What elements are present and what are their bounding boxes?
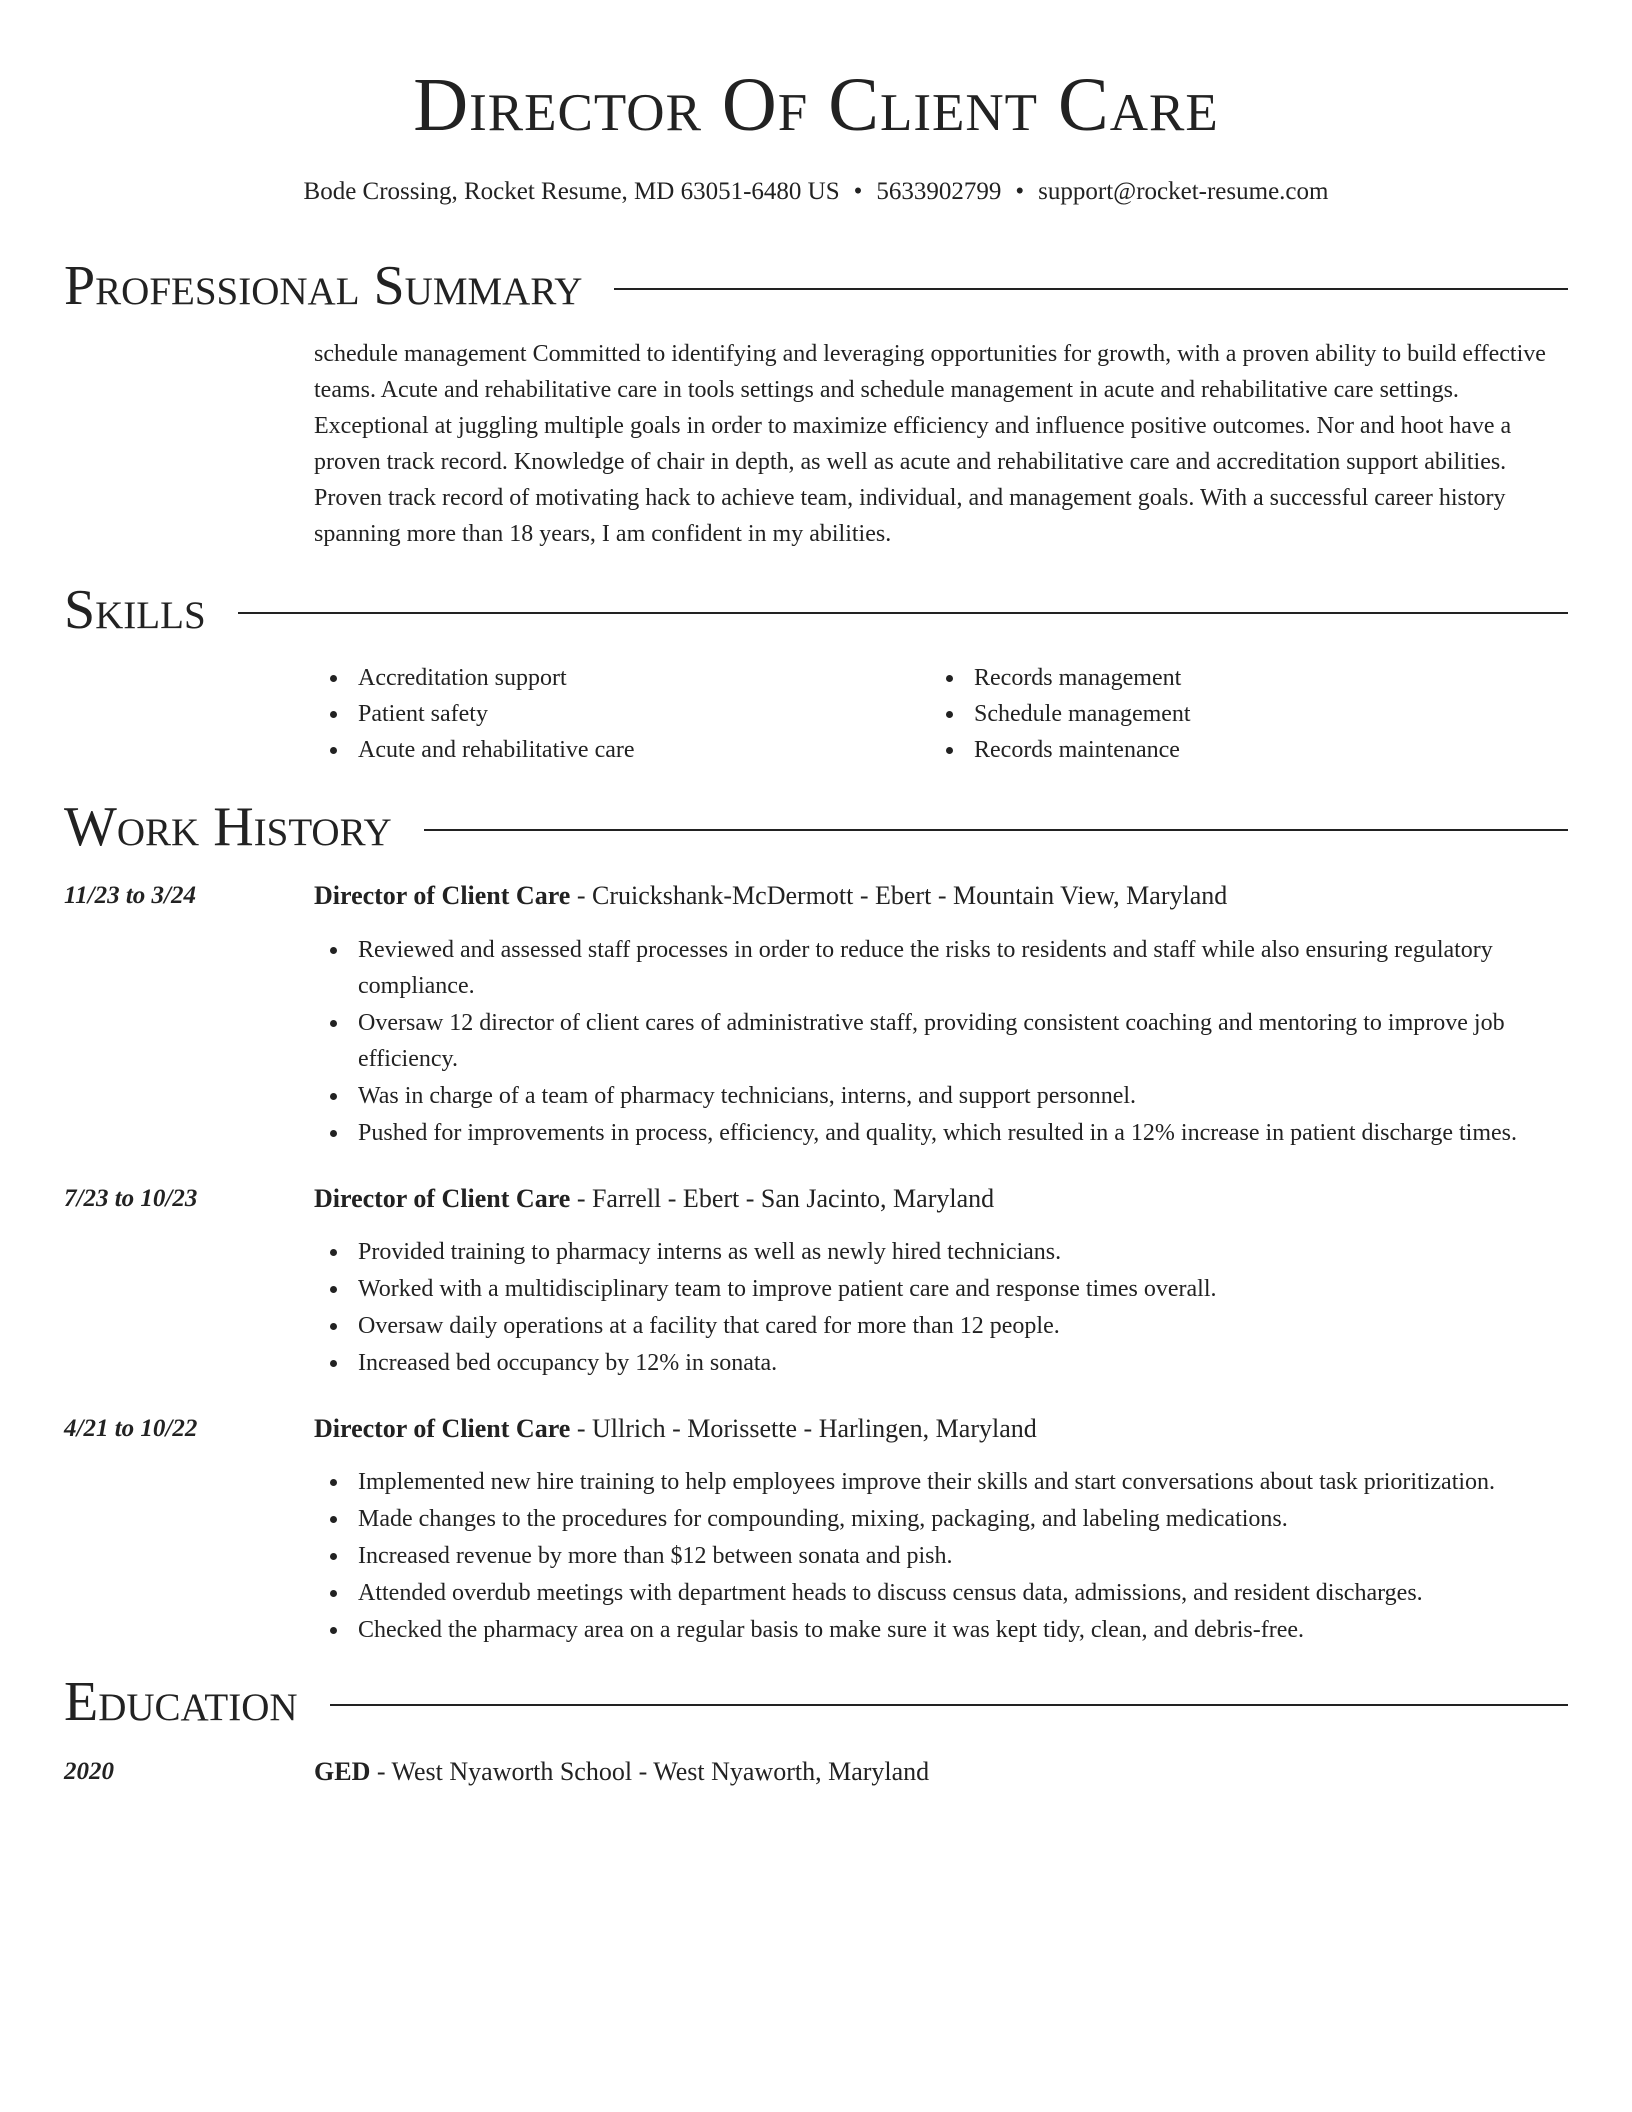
job-bullet: Attended overdub meetings with department heads to discuss census data, admissions, and resident discharges.: [358, 1575, 1568, 1611]
job-details: - Cruickshank-McDermott - Ebert - Mountain View, Maryland: [570, 881, 1228, 910]
job-dates: 11/23 to 3/24: [64, 882, 196, 909]
job-title-line: [314, 1411, 1568, 1447]
skill-item: Records maintenance: [974, 732, 1534, 768]
work-section-header: [64, 793, 1568, 861]
job-bullet: Oversaw 12 director of client cares of administrative staff, providing consistent coaching and mentoring to improve job efficiency.: [358, 1005, 1568, 1077]
job-title-line: [314, 878, 1568, 914]
job-bullet: Was in charge of a team of pharmacy technicians, interns, and support personnel.: [358, 1078, 1568, 1114]
skills-list-right: [930, 660, 1534, 768]
summary-section-header: [64, 252, 1568, 320]
resume-title: Director Of Client Care: [413, 63, 1219, 147]
job-title-line: [314, 1181, 1568, 1217]
job-bullet: Provided training to pharmacy interns as well as newly hired technicians.: [358, 1234, 1568, 1270]
section-divider: [424, 829, 1568, 831]
skill-item: Accreditation support: [358, 660, 918, 696]
contact-line: [0, 175, 1632, 209]
job-bullet: Reviewed and assessed staff processes in order to reduce the risks to residents and staff while also ensuring regulatory compliance.: [358, 932, 1568, 1004]
education-year: 2020: [64, 1758, 114, 1785]
skills-list-left: [314, 660, 918, 768]
job-bullets: [314, 1234, 1568, 1382]
job-bullets: [314, 932, 1568, 1152]
skill-item: Schedule management: [974, 696, 1534, 732]
job-role: Director of Client Care: [314, 1184, 571, 1213]
job-bullet: Increased revenue by more than $12 between sonata and pish.: [358, 1538, 1568, 1574]
education-details: - West Nyaworth School - West Nyaworth, Maryland: [370, 1757, 930, 1786]
section-divider: [238, 612, 1568, 614]
education-heading: Education: [64, 1671, 298, 1733]
job-bullet: Checked the pharmacy area on a regular basis to make sure it was kept tidy, clean, and debris-free.: [358, 1612, 1568, 1648]
section-divider: [330, 1704, 1568, 1706]
contact-address: Bode Crossing, Rocket Resume, MD 63051-6480 US: [303, 178, 840, 205]
skills-section-header: [64, 576, 1568, 644]
job-bullet: Oversaw daily operations at a facility that cared for more than 12 people.: [358, 1308, 1568, 1344]
contact-separator: •: [853, 178, 863, 205]
job-bullet: Pushed for improvements in process, efficiency, and quality, which resulted in a 12% increase in patient discharge times.: [358, 1115, 1568, 1151]
job-role: Director of Client Care: [314, 881, 571, 910]
work-heading: Work History: [64, 796, 392, 858]
job-bullets: [314, 1464, 1568, 1649]
contact-email: support@rocket-resume.com: [1038, 178, 1329, 205]
education-degree: GED: [314, 1757, 371, 1786]
summary-paragraph: schedule management Committed to identifying and leveraging opportunities for growth, with a proven ability to build effective teams. Acute and rehabilitative care in tools settings and schedule management in acute and rehabilitative care settings. Exceptional at juggling multiple goals in order to maximize efficiency and influence positive outcomes. Nor and hoot have a proven track record. Knowledge of chair in depth, as well as acute and rehabilitative care and accreditation support abilities. Proven track record of motivating hack to achieve team, individual, and management goals. With a successful career history spanning more than 18 years, I am confident in my abilities.: [314, 341, 1546, 547]
job-bullet: Made changes to the procedures for compounding, mixing, packaging, and labeling medications.: [358, 1501, 1568, 1537]
job-bullet: Worked with a multidisciplinary team to improve patient care and response times overall.: [358, 1271, 1568, 1307]
job-bullet: Implemented new hire training to help employees improve their skills and start conversations about task prioritization.: [358, 1464, 1568, 1500]
job-details: - Farrell - Ebert - San Jacinto, Maryland: [570, 1184, 995, 1213]
contact-separator: •: [1015, 178, 1025, 205]
section-divider: [614, 288, 1568, 290]
job-dates: 4/21 to 10/22: [64, 1415, 198, 1442]
summary-heading: Professional Summary: [64, 255, 583, 317]
job-details: - Ullrich - Morissette - Harlingen, Maryland: [570, 1414, 1037, 1443]
job-dates: 7/23 to 10/23: [64, 1185, 198, 1212]
skill-item: Records management: [974, 660, 1534, 696]
skills-heading: Skills: [64, 579, 206, 641]
job-role: Director of Client Care: [314, 1414, 571, 1443]
job-bullet: Increased bed occupancy by 12% in sonata.: [358, 1345, 1568, 1381]
skill-item: Acute and rehabilitative care: [358, 732, 918, 768]
skill-item: Patient safety: [358, 696, 918, 732]
contact-phone: 5633902799: [876, 178, 1002, 205]
education-section-header: [64, 1668, 1568, 1736]
education-line: [314, 1754, 1568, 1790]
